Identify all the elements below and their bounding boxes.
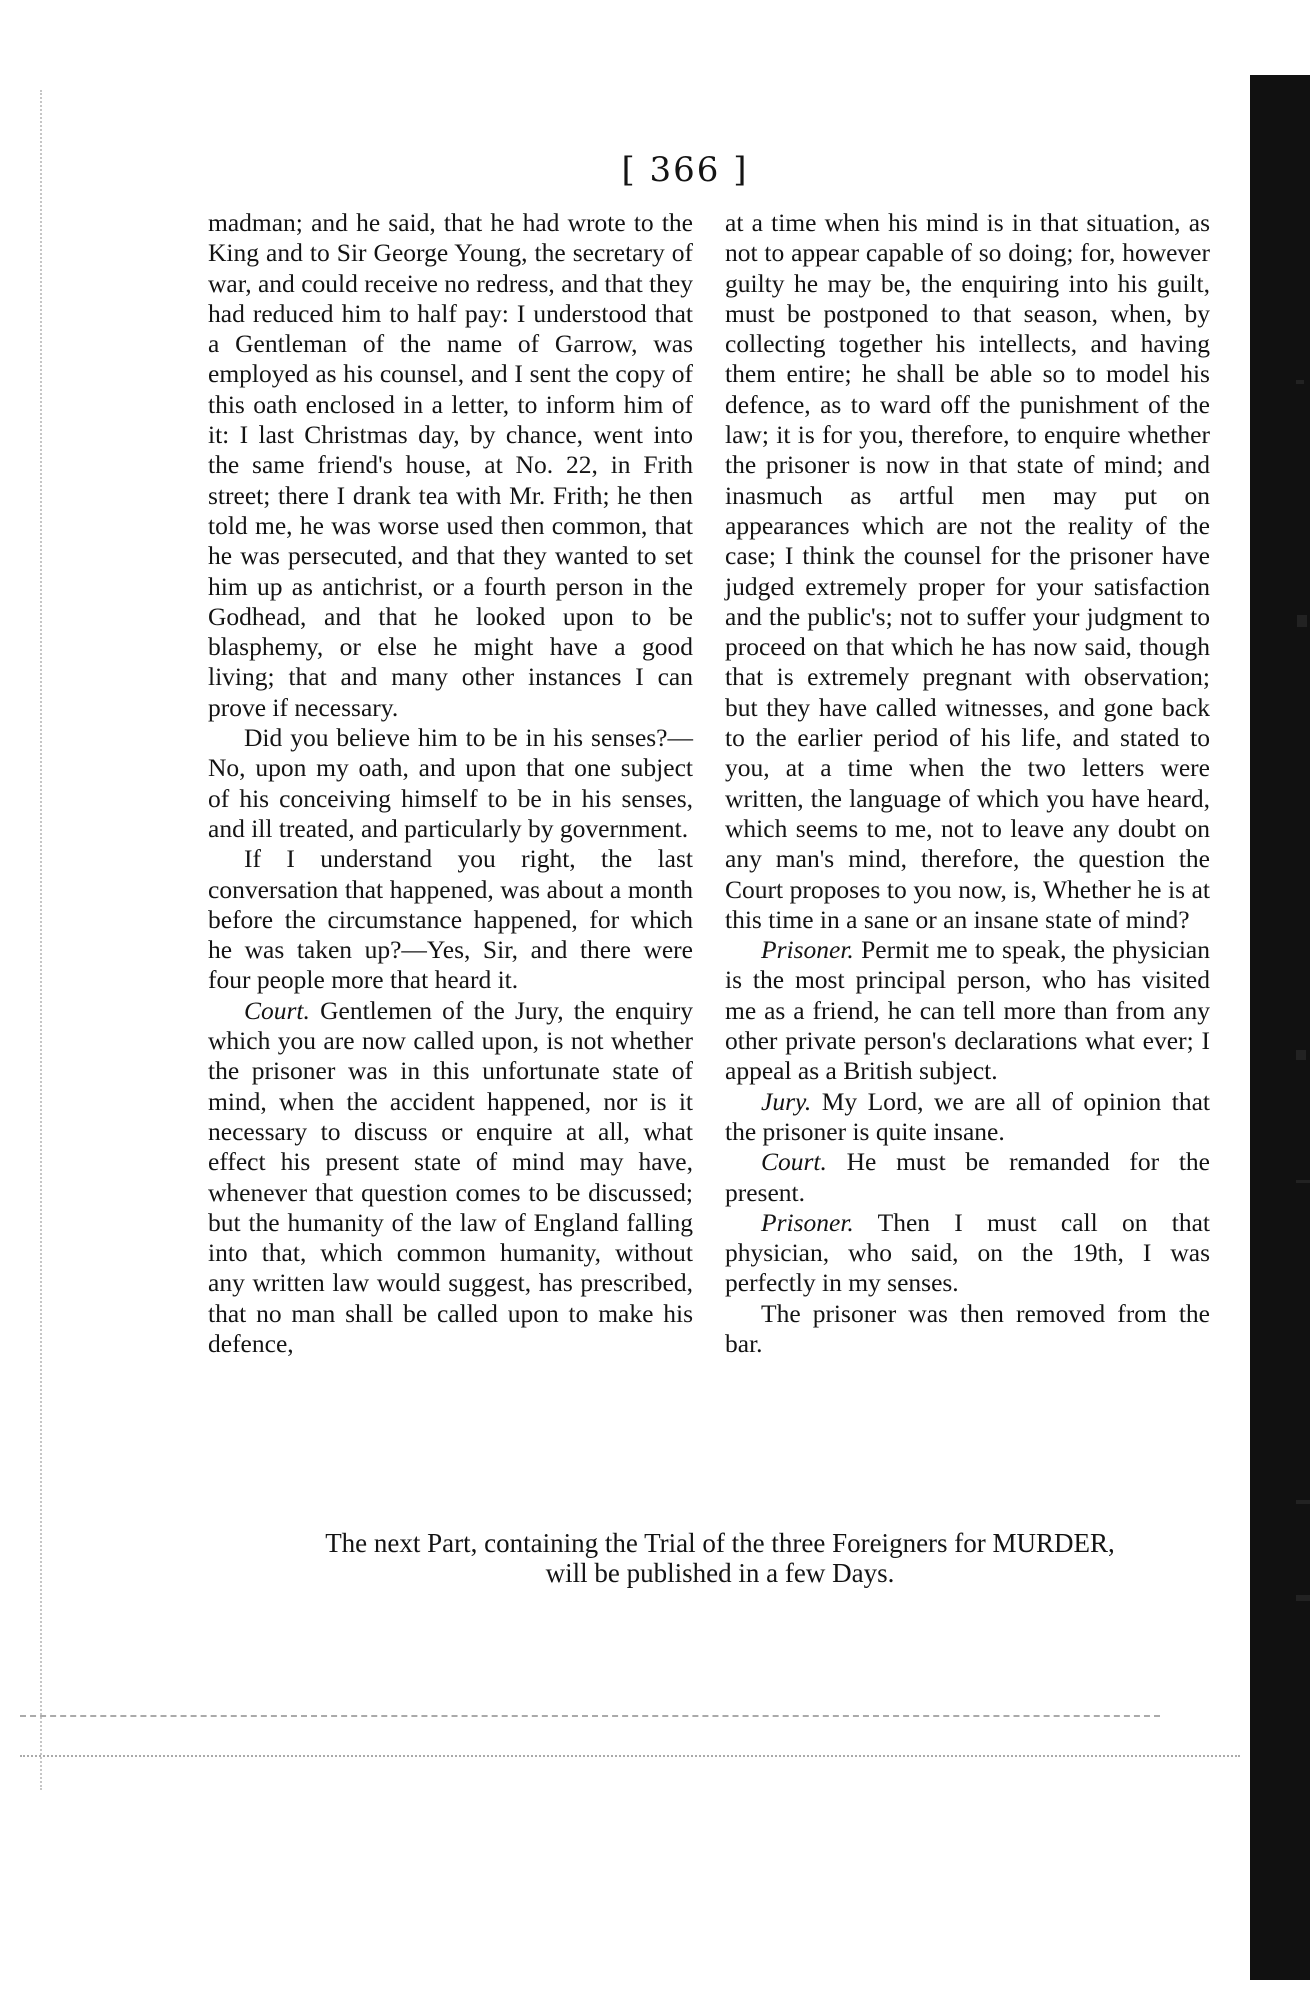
speech-text: My Lord, we are all of opinion that the prisoner is quite insane. [725,1086,1210,1146]
edge-mark [1296,380,1304,384]
jury-paragraph [725,1087,1210,1148]
notice-line: will be published in a few Days. [545,1558,895,1588]
deposition-paragraph: madman; and he said, that he had wrote to the King and to Sir George Young, the secretary of war, and could receive no redress, and that they had reduced him to half pay: I understood that a Gentleman of the name of Garrow, was employed as his counsel, and I sent the copy of this oath enclosed in a letter, to inform him of it: I last Christmas day, by chance, went into the same friend's house, at No. 22, in Frith street; there I drank tea with Mr. Frith; he then told me, he was worse used then common, that he was persecuted, and that they wanted to set him up as antichrist, or a fourth person in the Godhead, and that he looked upon to be blasphemy, or else he might have a good living; that and many other instances I can prove if necessary. [208,208,693,722]
speaker-label: Jury. [761,1086,812,1116]
binding-gutter-specks [40,90,56,1790]
court-paragraph [208,996,693,1360]
court-paragraph [725,1147,1210,1208]
question-paragraph: If I understand you right, the last conversation that happened, was about a month before the circumstance happened, for which he was taken up?—Yes, Sir, and there were four people more that heard it. [208,844,693,995]
edge-mark [1296,1595,1310,1601]
notice-line: The next Part, containing the Trial of the three Foreigners for MURDER, [325,1528,1115,1558]
speech-text: Permit me to speak, the physician is the most principal person, who has visited me as a friend, he can tell more than from any other private person's declarations what ever; I appeal as a British subject. [725,935,1210,1086]
closing-line: The prisoner was then removed from the bar. [725,1298,1210,1358]
publication-notice [250,1528,1190,1588]
right-column [725,208,1210,1359]
prisoner-paragraph [725,935,1210,1086]
scan-edge-shadow [1250,75,1310,1980]
edge-mark [1297,615,1307,627]
prisoner-paragraph [725,1208,1210,1299]
speech-text: Gentlemen of the Jury, the enquiry which you are now called upon, is not whether the prisoner was in this unfortunate state of mind, when the accident happened, nor is it necessary to discuss or enquire at all, what effect his present state of mind may have, whenever that question comes to be discussed; but the humanity of the law of England falling into that, which common humanity, without any written law would suggest, has prescribed, that no man shall be called upon to make his defence, [208,995,694,1358]
edge-mark [1296,1180,1310,1183]
court-continued-paragraph: at a time when his mind is in that situation, as not to appear capable of so doing; for, however guilty he may be, the enquiring into his guilt, must be postponed to that season, when, by collecting together his intellects, and having them entire; he shall be able so to model his defence, as to ward off the punishment of the law; it is for you, therefore, to enquire whether the prisoner is now in that state of mind; and inasmuch as artful men may put on appearances which are not the reality of the case; I think the counsel for the prisoner have judged extremely proper for your satisfaction and the public's; not to suffer your judgment to proceed on that which he has now said, though that is extremely pregnant with observation; but they have called witnesses, and gone back to the earlier period of his life, and stated to you, at a time when the two letters were written, the language of which you have heard, which seems to me, not to leave any doubt on any man's mind, therefore, the question the Court proposes to you now, is, Whether he is at this time in a sane or an insane state of mind? [725,208,1210,934]
left-column [208,208,693,1359]
speaker-label: Prisoner. [761,935,854,965]
edge-mark [1296,1500,1310,1504]
speech-text: Then I must call on that physician, who said, on the 19th, I was perfectly in my senses. [725,1207,1210,1298]
scan-artifact-line [20,1755,1240,1757]
speaker-label: Prisoner. [761,1207,854,1237]
page-number: [ 366 ] [621,150,749,190]
speaker-label: Court. [761,1147,827,1177]
scan-artifact-line [20,1715,1160,1717]
speaker-label: Court. [244,995,310,1025]
speech-text: He must be remanded for the present. [725,1147,1211,1207]
question-paragraph: Did you believe him to be in his senses?—No, upon my oath, and upon that one subject of his conceiving himself to be in his senses, and ill treated, and particularly by government. [208,723,693,843]
edge-mark [1296,1050,1306,1060]
